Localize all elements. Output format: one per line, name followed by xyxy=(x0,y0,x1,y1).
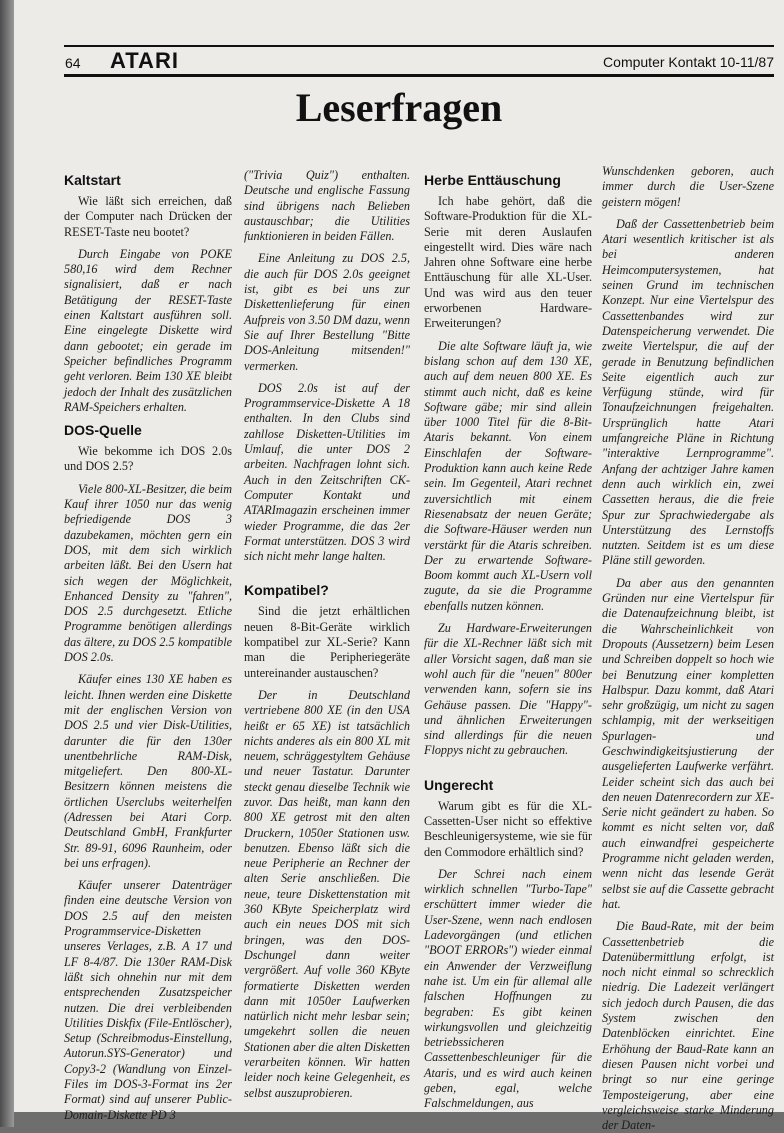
answer-dos-quelle-3: Käufer unserer Datenträger finden eine deutsche Version von DOS 2.5 auf den meisten Programmservice-Disketten unseres Verlages, z.B. A 17 und LF 8-4/87. Die 130er RAM-Disk läßt sich ohnehin nur mit dem entsprechenden Zusatzspeicher nutzen. Die drei verbleibenden Utilities Diskfix (File-Entlöscher), Setup (Schreibmodus-Einstellung, Autorun.SYS-Generator) und Copy3-2 (Wandlung von Einzel-Files im DOS-3-Format ins 2er Format) sind auf unserer Public-Domain-Diskette PD 3 xyxy=(64,878,232,1122)
answer-dos-cont-1: ("Trivia Quiz") enthalten. Deutsche und englische Fassung sind übrigens nach Belieben austauschbar; die Utilities funktionieren in beiden Fällen. xyxy=(244,168,410,244)
answer-ungerecht: Der Schrei nach einem wirklich schnellen "Turbo-Tape" erschüttert immer wieder die User-Szene, wenn nach endlosen Ladevorgängen (und etlichen "BOOT ERRORs") wieder einmal ein Anwender der Verzweiflung nahe ist. Um ein für allemal alle falschen Hoffnungen zu begraben: Es gibt keinen wirkungsvollen und gleichzeitig betriebssicheren Cassettenbeschleuniger für die Ataris, und es wird auch keinen geben, egal, welche Falschmeldungen, aus xyxy=(424,866,592,1111)
question-herbe-enttaeuschung: Ich habe gehört, daß die Software-Produktion für die XL-Serie mit deren Auslaufen eingestellt wird. Dies wäre nach Jahren ohne Software eine herbe Enttäuschung für alle XL-User. Und was wird aus den teuer erworbenen Hardware-Erweiterungen? xyxy=(424,194,592,331)
column-1 xyxy=(64,168,232,1122)
answer-herbe-2: Zu Hardware-Erweiterungen für die XL-Rechner läßt sich mit aller Vorsicht sagen, daß man sie wohl auch für die "neuen" 800er verwenden kann, sofern sie ins Gehäuse passen. Die "Happy"- und ähnlichen Erweiterungen sind allerdings für die neuen Floppys nicht zu gebrauchen. xyxy=(424,621,592,758)
answer-dos-quelle-1: Viele 800-XL-Besitzer, die beim Kauf ihrer 1050 nur das wenig befriedigende DOS 3 dazubekamen, möchten gern ein DOS, mit dem sich wirklich arbeiten läßt. Bei den Usern hat sich wegen der Möglichkeit, Enhanced Density zu "fahren", DOS 2.5 durchgesetzt. Etliche Programme benötigen allerdings das ältere, zu DOS 2.5 kompatible DOS 2.0s. xyxy=(64,481,232,665)
magazine-issue: Computer Kontakt 10-11/87 xyxy=(603,54,774,70)
header-top-rule xyxy=(64,45,774,47)
heading-kompatibel: Kompatibel? xyxy=(244,582,329,599)
answer-kompatibel: Der in Deutschland vertriebene 800 XE (in den USA heißt er 65 XE) ist tatsächlich nichts anderes als ein 800 XL mit neuem, schräggestyltem Gehäuse und neuer Tastatur. Darunter steckt genau dieselbe Technik wie zuvor. Das heißt, man kann den 800 XE getrost mit den alten Druckern, 1050er Stationen usw. benutzen. Ebenso läßt sich die neue Peripherie an Rechner der alten Serie anschließen. Die neue, teure Diskettenstation mit 360 KByte Speicherplatz wird auch ein neues DOS mit sich bringen, was den DOS-Dschungel dann weiter vergrößert. Auf volle 360 KByte formatierte Disketten werden dann mit 1050er Laufwerken natürlich nicht mehr lesbar sein; umgekehrt sollen die neuen Stationen aber die alten Disketten verarbeiten können. Wir hatten leider noch keine Gelegenheit, es selbst auszuprobieren. xyxy=(244,687,410,1100)
header-bottom-rule xyxy=(64,74,774,77)
question-dos-quelle: Wie bekomme ich DOS 2.0s und DOS 2.5? xyxy=(64,444,232,474)
book-spine-shadow xyxy=(0,0,14,1127)
question-kaltstart: Wie läßt sich erreichen, daß der Computer nach Drücken der RESET-Taste neu bootet? xyxy=(64,194,232,239)
answer-ungerecht-cont-4: Die Baud-Rate, mit der beim Cassettenbetrieb die Datenübermittlung erfolgt, ist noch nicht einmal so schrecklich niedrig. Die Ladezeit verlängert sich jedoch durch Pausen, die das System zwischen den Datenblöcken einrichtet. Eine Erhöhung der Baud-Rate kann an diesen Pausen nicht vorbei und bringt so nur eine geringe Temposteigerung, aber eine vergleichsweise starke Minderung der Daten- xyxy=(602,919,774,1133)
question-ungerecht: Warum gibt es für die XL-Cassetten-User nicht so effektive Beschleunigersysteme, wie sie für den Commodore erhältlich sind? xyxy=(424,798,592,859)
answer-kaltstart: Durch Eingabe von POKE 580,16 wird dem Rechner signalisiert, daß er nach Betätigung der RESET-Taste einen Kaltstart ausführen soll. Eine eingelegte Diskette wird dann gebootet; ein gerade im Speicher befindliches Programm geht verloren. Beim 130 XE bleibt jedoch der Inhalt des zusätzlichen RAM-Speichers erhalten. xyxy=(64,246,232,414)
page-number: 64 xyxy=(65,55,81,71)
answer-herbe-1: Die alte Software läuft ja, wie bislang schon auf dem 130 XE, auch auf dem neuen 800 XE. Es stimmt auch nicht, daß es keine Software gäbe; mir sind allein über 1000 Titel für die 8-Bit-Ataris bekannt. Von einem Einschlafen der Software-Produktion kann auch keine Rede sein. Im Gegenteil, Atari rechnet zuversichtlich mit einem Riesenabsatz der neuen Geräte; die Software-Häuser werden nun verstärkt für die Ataris schreiben. Der zu erwartende Software-Boom kommt auch XL-Usern voll zugute, da sie die Programme ebenfalls nutzen können. xyxy=(424,338,592,613)
section-brand: ATARI xyxy=(110,48,179,73)
answer-ungerecht-cont-3: Da aber aus den genannten Gründen nur eine Viertelspur für die Datenaufzeichnung bleibt, ist die Wahrscheinlichkeit von Dropouts (Aussetzern) beim Lesen und Schreiben doppelt so hoch wie bei Benutzung einer kompletten Halbspur. Dazu kommt, daß Atari sehr großzügig, um nicht zu sagen schlampig, mit der werkseitigen Spurlagen- und Geschwindigkeitsjustierung der ausgelieferten Laufwerke verfährt. Leider scheint sich das auch bei den neuen Datenrecordern zur XE-Serie nicht geändert zu haben. So kommt es nicht selten vor, daß auch einwandfrei gespeicherte Programme nicht geladen werden, wenn nicht das lesende Gerät selbst sie auf die Cassette gebracht hat. xyxy=(602,575,774,911)
answer-dos-cont-3: DOS 2.0s ist auf der Programmservice-Diskette A 18 enthalten. In den Clubs sind zahllose Disketten-Utilities im Umlauf, die unter DOS 2 arbeiten. Nachfragen lohnt sich. Auch in den Zeitschriften CK-Computer Kontakt und ATARImagazin erscheinen immer wieder Programme, die das 2er Format unterstützen. DOS 3 wird sich nicht mehr lange halten. xyxy=(244,380,410,564)
answer-dos-quelle-2: Käufer eines 130 XE haben es leicht. Ihnen werden eine Diskette mit der englischen Version von DOS 2.5 und vier Disk-Utilities, darunter die für den 130er unentbehrliche RAM-Disk, mitgeliefert. Den 800-XL-Besitzern können meistens die örtlichen Userclubs weiterhelfen (Adressen bei Atari Corp. Deutschland GmbH, Frankfurter Str. 89-91, 6096 Raunheim, oder bei uns erfragen). xyxy=(64,672,232,870)
column-3 xyxy=(424,168,592,1111)
heading-dos-quelle: DOS-Quelle xyxy=(64,422,142,439)
page-title: Leserfragen xyxy=(295,85,503,130)
answer-dos-cont-2: Eine Anleitung zu DOS 2.5, die auch für DOS 2.0s geeignet ist, gibt es bei uns zur Diskettenlieferung für einen Aufpreis von 3.50 DM dazu, wenn Sie auf Ihrer Bestellung "Bitte DOS-Anleitung mitsenden!" vermerken. xyxy=(244,251,410,373)
heading-ungerecht: Ungerecht xyxy=(424,776,494,793)
answer-ungerecht-cont-1: Wunschdenken geboren, auch immer durch die User-Szene geistern mögen! xyxy=(602,164,774,209)
heading-kaltstart: Kaltstart xyxy=(64,172,121,188)
question-kompatibel: Sind die jetzt erhältlichen neuen 8-Bit-Geräte wirklich kompatibel zur XL-Serie? Kann man die Peripheriegeräte untereinander austauschen? xyxy=(244,604,410,680)
column-4 xyxy=(602,164,774,1133)
heading-herbe-enttaeuschung: Herbe Enttäuschung xyxy=(424,172,561,188)
magazine-page xyxy=(14,0,784,1133)
answer-ungerecht-cont-2: Daß der Cassettenbetrieb beim Atari wesentlich kritischer ist als bei anderen Heimcomputersystemen, hat seinen Grund im technischen Konzept. Nur eine Viertelspur des Cassettenbandes wird zur Datenspeicherung verwendet. Die zweite Viertelspur, die auf der gerade in Benutzung befindlichen Seite eigentlich auch zur Verfügung stünde, wird für Tonaufzeichnungen freigehalten. Ursprünglich hatte Atari umfangreiche Pläne in Richtung "interaktive Lernprogramme". Anfang der achtziger Jahre kamen denn auch wirklich ein, zwei Cassetten heraus, die die freie Spur zur Sprachwiedergabe als Unterstützung des Lernstoffs nutzten. Seitdem ist es um diese Pläne still geworden. xyxy=(602,216,774,568)
column-2 xyxy=(244,168,410,1108)
